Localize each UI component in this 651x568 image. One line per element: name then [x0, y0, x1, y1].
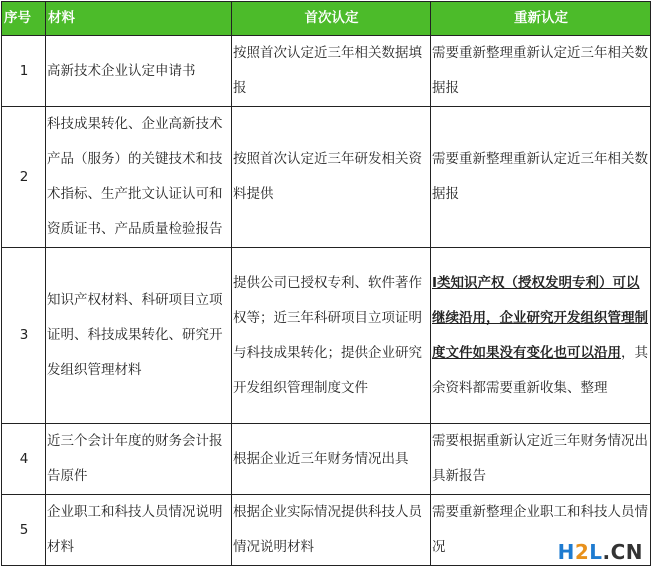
renew-emphasis: I类知识产权（授权发明专利）可以继续沿用，企业研究开发组织管理制度文件如果没有变化也可以沿用 [432, 274, 648, 361]
header-renew: 重新认定 [431, 2, 651, 36]
table-row [2, 107, 651, 248]
material-cell: 知识产权材料、科研项目立项证明、科技成果转化、研究开发组织管理材料 [46, 248, 232, 424]
renew-cell: 需要重新整理重新认定近三年相关数据报 [431, 107, 651, 248]
material-cell: 企业职工和科技人员情况说明材料 [46, 495, 232, 566]
row-number: 2 [2, 107, 46, 248]
first-cell: 根据企业实际情况提供科技人员情况说明材料 [232, 495, 431, 566]
header-row [2, 2, 651, 36]
header-material: 材料 [46, 2, 232, 36]
header-first: 首次认定 [232, 2, 431, 36]
first-cell: 按照首次认定近三年相关数据填报 [232, 36, 431, 107]
renew-cell: 需要重新整理企业职工和科技人员情况 [431, 495, 651, 566]
renew-cell: 需要重新整理重新认定近三年相关数据报 [431, 36, 651, 107]
header-no: 序号 [2, 2, 46, 36]
renew-cell [431, 248, 651, 424]
watermark-logo: H2L.CN [557, 540, 643, 564]
material-cell: 科技成果转化、企业高新技术产品（服务）的关键技术和技术指标、生产批文认证认可和资质证书、产品质量检验报告 [46, 107, 232, 248]
row-number: 3 [2, 248, 46, 424]
renew-cell: 需要根据重新认定近三年财务情况出具新报告 [431, 424, 651, 495]
row-number: 5 [2, 495, 46, 566]
material-cell: 近三个会计年度的财务会计报告原件 [46, 424, 232, 495]
first-cell: 根据企业近三年财务情况出具 [232, 424, 431, 495]
material-cell: 高新技术企业认定申请书 [46, 36, 232, 107]
table-row [2, 424, 651, 495]
row-number: 4 [2, 424, 46, 495]
table-row [2, 248, 651, 424]
renew-rest: ，其余资料都需要重新收集、整理 [432, 344, 648, 396]
table-row [2, 36, 651, 107]
row-number: 1 [2, 36, 46, 107]
first-cell: 按照首次认定近三年研发相关资料提供 [232, 107, 431, 248]
first-cell: 提供公司已授权专利、软件著作权等；近三年科研项目立项证明与科技成果转化；提供企业研究开发组织管理制度文件 [232, 248, 431, 424]
certification-table [1, 1, 651, 566]
table-row [2, 495, 651, 566]
